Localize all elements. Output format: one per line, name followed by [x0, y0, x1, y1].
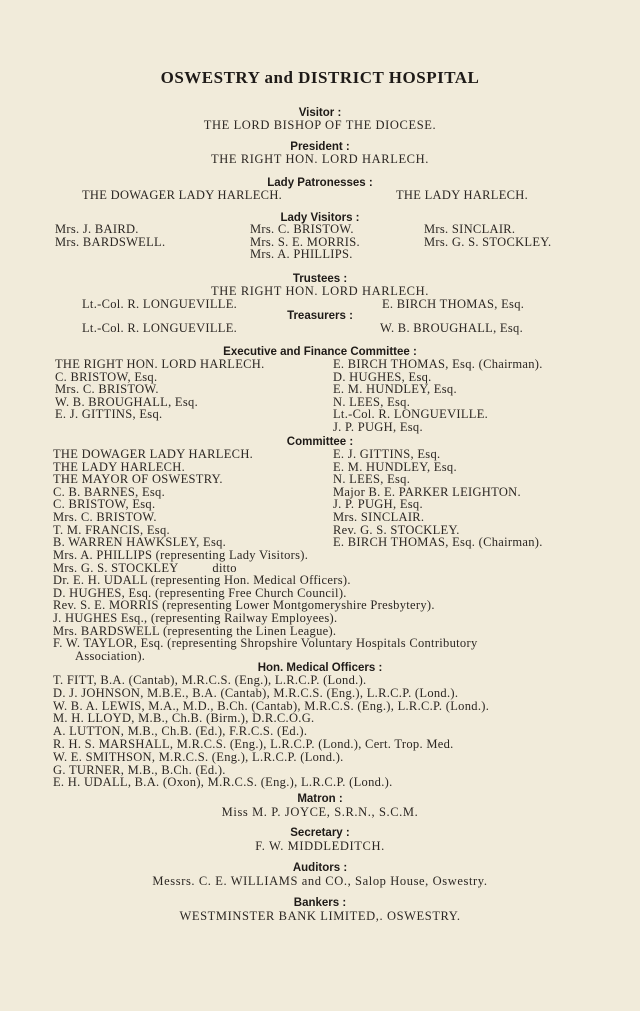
bankers-name: WESTMINSTER BANK LIMITED,. OSWESTRY.: [179, 909, 461, 923]
committee-left-list: [53, 448, 253, 549]
list-item: R. H. S. MARSHALL, M.R.C.S. (Eng.), L.R.C.P. (Lond.), Cert. Trop. Med.: [53, 736, 454, 751]
list-item: E. J. GITTINS, Esq.: [333, 447, 441, 461]
committee-heading: Committee :: [286, 436, 354, 448]
list-item: Mrs. C. BRISTOW.: [250, 222, 354, 236]
list-item: C. BRISTOW, Esq.: [55, 369, 158, 384]
list-item: N. LEES, Esq.: [333, 394, 411, 409]
list-item: D. HUGHES, Esq. (representing Free Church Council).: [53, 585, 347, 600]
list-item: B. WARREN HAWKSLEY, Esq.: [53, 535, 227, 550]
list-item: E. BIRCH THOMAS, Esq. (Chairman).: [333, 535, 543, 550]
list-item: D. HUGHES, Esq.: [333, 369, 432, 384]
matron-heading: Matron :: [297, 793, 343, 805]
list-item: W. B. BROUGHALL, Esq.: [55, 394, 198, 409]
auditors-heading: Auditors :: [292, 862, 348, 874]
secretary-heading: Secretary :: [290, 827, 350, 839]
committee-right-list: [333, 448, 543, 549]
medical-officers-list: [53, 674, 489, 789]
list-item: Mrs. SINCLAIR.: [333, 509, 425, 524]
list-item: Mrs. A. PHILLIPS (representing Lady Visitors).: [53, 548, 309, 562]
list-item: T. FITT, B.A. (Cantab), M.R.C.S. (Eng.), L.R.C.P. (Lond.).: [53, 673, 367, 687]
list-item: Rev. G. S. STOCKLEY.: [333, 522, 460, 537]
list-item: N. LEES, Esq.: [333, 472, 411, 487]
list-item: C. BRISTOW, Esq.: [53, 497, 156, 512]
list-item: J. HUGHES Esq., (representing Railway Employees).: [53, 610, 338, 625]
president-name: THE RIGHT HON. LORD HARLECH.: [211, 152, 429, 166]
list-item: E. M. HUNDLEY, Esq.: [333, 459, 457, 474]
list-item: Lt.-Col. R. LONGUEVILLE.: [333, 407, 489, 422]
list-item: Mrs. C. BRISTOW.: [55, 382, 159, 397]
treasurer-left: Lt.-Col. R. LONGUEVILLE.: [82, 321, 238, 335]
committee-representatives-list: [53, 549, 478, 662]
trustee-right: E. BIRCH THOMAS, Esq.: [382, 297, 525, 311]
list-item: Mrs. SINCLAIR.: [424, 222, 516, 236]
lady-visitors-col3: [424, 223, 551, 248]
list-item: Mrs. G. S. STOCKLEY ditto: [53, 560, 237, 575]
list-item: J. P. PUGH, Esq.: [333, 419, 423, 434]
visitor-heading: Visitor :: [298, 107, 342, 119]
list-item: Association).: [75, 648, 146, 663]
list-item: C. B. BARNES, Esq.: [53, 484, 166, 499]
list-item: W. E. SMITHSON, M.R.C.S. (Eng.), L.R.C.P. (Lond.).: [53, 749, 344, 764]
list-item: M. H. LLOYD, M.B., Ch.B. (Birm.), D.R.C.O.G.: [53, 711, 315, 726]
list-item: E. BIRCH THOMAS, Esq. (Chairman).: [333, 357, 543, 371]
list-item: Mrs. G. S. STOCKLEY.: [424, 234, 552, 249]
page-title: OSWESTRY and DISTRICT HOSPITAL: [160, 68, 480, 87]
list-item: D. J. JOHNSON, M.B.E., B.A. (Cantab), M.R.C.S. (Eng.), L.R.C.P. (Lond.).: [53, 685, 459, 700]
list-item: F. W. TAYLOR, Esq. (representing Shropshire Voluntary Hospitals Contributory: [53, 636, 478, 651]
lady-patroness-left: THE DOWAGER LADY HARLECH.: [82, 188, 283, 202]
trustees-heading: Trustees :: [292, 273, 348, 285]
list-item: A. LUTTON, M.B., Ch.B. (Ed.), F.R.C.S. (Ed.).: [53, 724, 308, 739]
matron-name: Miss M. P. JOYCE, S.R.N., S.C.M.: [221, 805, 419, 819]
list-item: Mrs. A. PHILLIPS.: [250, 247, 353, 262]
treasurer-right: W. B. BROUGHALL, Esq.: [380, 321, 523, 335]
trustee-left: Lt.-Col. R. LONGUEVILLE.: [82, 297, 238, 311]
trustees-line1: THE RIGHT HON. LORD HARLECH.: [211, 284, 429, 298]
list-item: G. TURNER, M.B., B.Ch. (Ed.).: [53, 762, 226, 777]
lady-visitors-heading: Lady Visitors :: [280, 212, 360, 224]
executive-right-list: [333, 358, 543, 434]
list-item: Major B. E. PARKER LEIGHTON.: [333, 484, 521, 499]
list-item: Mrs. BARDSWELL (representing the Linen League).: [53, 623, 337, 638]
list-item: THE LADY HARLECH.: [53, 459, 186, 474]
list-item: Mrs. BARDSWELL.: [55, 234, 166, 249]
list-item: Dr. E. H. UDALL (representing Hon. Medical Officers).: [53, 573, 351, 588]
medical-officers-heading: Hon. Medical Officers :: [257, 662, 383, 674]
lady-visitors-col2: [250, 223, 360, 261]
list-item: E. M. HUNDLEY, Esq.: [333, 382, 457, 397]
executive-left-list: [55, 358, 265, 421]
lady-patronesses-heading: Lady Patronesses :: [267, 177, 373, 189]
list-item: J. P. PUGH, Esq.: [333, 497, 423, 512]
lady-patroness-right: THE LADY HARLECH.: [396, 188, 529, 202]
president-heading: President :: [290, 141, 350, 153]
lady-visitors-col1: [55, 223, 165, 248]
list-item: T. M. FRANCIS, Esq.: [53, 522, 170, 537]
auditors-name: Messrs. C. E. WILLIAMS and CO., Salop House, Oswestry.: [152, 874, 488, 888]
bankers-heading: Bankers :: [293, 897, 347, 909]
list-item: E. H. UDALL, B.A. (Oxon), M.R.C.S. (Eng.), L.R.C.P. (Lond.).: [53, 775, 393, 790]
list-item: Mrs. C. BRISTOW.: [53, 509, 157, 524]
secretary-name: F. W. MIDDLEDITCH.: [255, 839, 385, 853]
list-item: Mrs. J. BAIRD.: [55, 222, 139, 236]
visitor-name: THE LORD BISHOP OF THE DIOCESE.: [203, 118, 437, 132]
list-item: THE MAYOR OF OSWESTRY.: [53, 472, 223, 487]
executive-heading: Executive and Finance Committee :: [223, 346, 417, 358]
list-item: Mrs. S. E. MORRIS.: [250, 234, 360, 249]
treasurers-heading: Treasurers :: [287, 310, 353, 322]
list-item: W. B. A. LEWIS, M.A., M.D., B.Ch. (Cantab), M.R.C.S. (Eng.), L.R.C.P. (Lond.).: [53, 698, 490, 713]
list-item: THE RIGHT HON. LORD HARLECH.: [55, 357, 265, 371]
list-item: Rev. S. E. MORRIS (representing Lower Montgomeryshire Presbytery).: [53, 598, 435, 613]
list-item: E. J. GITTINS, Esq.: [55, 407, 163, 422]
list-item: THE DOWAGER LADY HARLECH.: [53, 447, 254, 461]
